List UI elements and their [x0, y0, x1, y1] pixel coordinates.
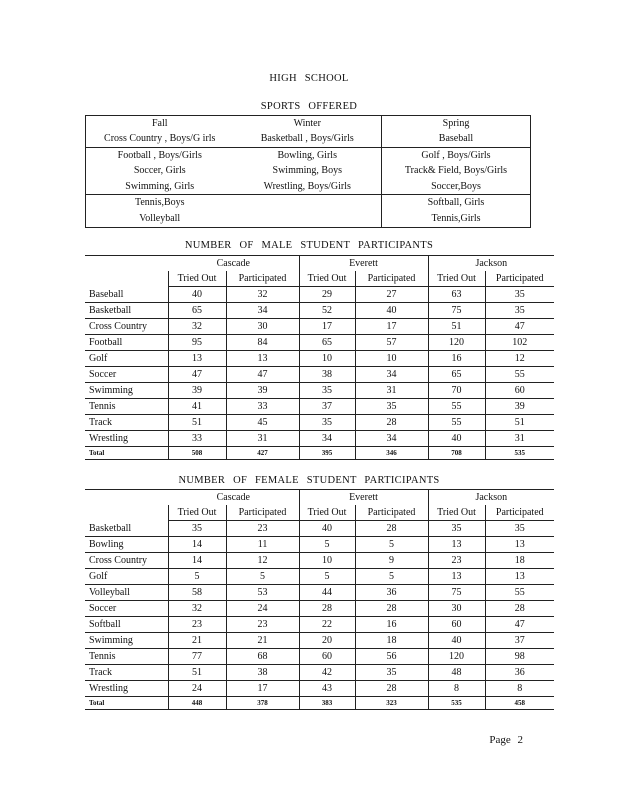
count-cell: 13	[485, 569, 554, 585]
school-header-jackson: Jackson	[428, 490, 554, 506]
count-cell: 13	[226, 351, 299, 367]
count-cell: 12	[226, 553, 299, 569]
sport-name: Cross Country	[85, 319, 168, 335]
sport-name: Cross Country	[85, 553, 168, 569]
count-cell: 17	[299, 319, 355, 335]
table-row	[85, 351, 554, 367]
female-table-title: NUMBER OF FEMALE STUDENT PARTICIPANTS	[178, 475, 440, 486]
count-cell: 57	[355, 335, 428, 351]
sport-cell: Volleyball	[139, 212, 181, 224]
total-cell: 535	[428, 697, 485, 710]
sport-cell: Softball, Girls	[382, 195, 531, 211]
count-cell: 23	[226, 617, 299, 633]
blank-cell	[85, 490, 168, 506]
tried-out-header: Tried Out	[168, 271, 226, 287]
count-cell: 35	[299, 383, 355, 399]
count-cell: 60	[428, 617, 485, 633]
sport-name: Golf	[85, 351, 168, 367]
count-cell: 18	[355, 633, 428, 649]
count-cell: 5	[226, 569, 299, 585]
count-cell: 16	[428, 351, 485, 367]
count-cell: 120	[428, 335, 485, 351]
sport-name: Tennis	[85, 649, 168, 665]
count-cell: 24	[168, 681, 226, 697]
count-cell: 55	[428, 399, 485, 415]
sport-name: Track	[85, 415, 168, 431]
count-cell: 36	[355, 585, 428, 601]
table-row	[85, 681, 554, 697]
total-cell: 427	[226, 447, 299, 460]
sport-cell: Football , Boys/Girls	[86, 147, 234, 163]
count-cell: 20	[299, 633, 355, 649]
count-cell: 60	[299, 649, 355, 665]
count-cell: 60	[485, 383, 554, 399]
sport-cell: Basketball , Boys/Girls	[260, 133, 354, 144]
total-label: Total	[85, 447, 168, 460]
count-cell: 12	[485, 351, 554, 367]
count-cell: 22	[299, 617, 355, 633]
participated-header: Participated	[485, 505, 554, 521]
table-row	[85, 335, 554, 351]
sport-cell: Baseball	[382, 131, 531, 147]
count-cell: 39	[168, 383, 226, 399]
total-cell: 346	[355, 447, 428, 460]
count-cell: 5	[355, 569, 428, 585]
count-cell: 65	[168, 303, 226, 319]
total-row	[85, 447, 554, 460]
tried-out-header: Tried Out	[428, 505, 485, 521]
sport-cell: Tennis,Girls	[382, 211, 531, 227]
count-cell: 52	[299, 303, 355, 319]
count-cell: 24	[226, 601, 299, 617]
count-cell: 40	[428, 633, 485, 649]
count-cell: 75	[428, 303, 485, 319]
school-header-cascade: Cascade	[216, 258, 250, 269]
sport-cell: Track& Field, Boys/Girls	[382, 163, 531, 179]
count-cell: 13	[485, 537, 554, 553]
table-row	[85, 319, 554, 335]
count-cell: 18	[485, 553, 554, 569]
total-cell: 535	[485, 447, 554, 460]
total-cell: 708	[428, 447, 485, 460]
sport-cell: Wrestling, Boys/Girls	[263, 180, 351, 192]
sport-cell: Soccer,Boys	[382, 179, 531, 195]
count-cell: 38	[299, 367, 355, 383]
count-cell: 37	[299, 399, 355, 415]
sport-cell: Cross Country , Boys/G irls	[104, 133, 216, 144]
sport-name: Volleyball	[85, 585, 168, 601]
tried-out-header: Tried Out	[299, 505, 355, 521]
count-cell: 35	[485, 521, 554, 537]
sport-cell: Swimming, Boys	[272, 165, 342, 177]
table-row	[85, 303, 554, 319]
count-cell: 43	[299, 681, 355, 697]
table-row	[85, 399, 554, 415]
count-cell: 55	[428, 415, 485, 431]
count-cell: 58	[168, 585, 226, 601]
count-cell: 23	[226, 521, 299, 537]
season-header-winter: Winter	[293, 118, 321, 129]
season-header-spring: Spring	[382, 116, 531, 132]
count-cell: 13	[168, 351, 226, 367]
table-row	[85, 569, 554, 585]
count-cell: 35	[355, 399, 428, 415]
total-cell: 448	[168, 697, 226, 710]
total-row	[85, 697, 554, 710]
sport-name: Soccer	[85, 601, 168, 617]
count-cell: 29	[299, 287, 355, 303]
table-row	[85, 649, 554, 665]
count-cell: 23	[428, 553, 485, 569]
blank-cell	[85, 505, 168, 521]
total-cell: 508	[168, 447, 226, 460]
count-cell: 35	[485, 287, 554, 303]
page-number: Page 2	[489, 734, 523, 746]
count-cell: 27	[355, 287, 428, 303]
count-cell: 98	[485, 649, 554, 665]
sport-name: Basketball	[85, 303, 168, 319]
count-cell: 17	[355, 319, 428, 335]
sports-offered-title: SPORTS OFFERED	[260, 101, 358, 112]
count-cell: 28	[355, 415, 428, 431]
blank-cell	[85, 271, 168, 287]
table-row	[85, 601, 554, 617]
count-cell: 30	[428, 601, 485, 617]
sport-cell	[234, 195, 382, 211]
count-cell: 45	[226, 415, 299, 431]
total-cell: 323	[355, 697, 428, 710]
count-cell: 5	[299, 537, 355, 553]
total-cell: 378	[226, 697, 299, 710]
count-cell: 55	[485, 367, 554, 383]
count-cell: 42	[299, 665, 355, 681]
sport-name: Wrestling	[85, 681, 168, 697]
participated-header: Participated	[226, 271, 299, 287]
count-cell: 32	[168, 601, 226, 617]
count-cell: 68	[226, 649, 299, 665]
male-participants-table	[85, 255, 554, 460]
table-row	[85, 383, 554, 399]
sports-offered-table	[85, 115, 531, 228]
table-row	[85, 431, 554, 447]
count-cell: 51	[428, 319, 485, 335]
count-cell: 51	[485, 415, 554, 431]
sport-name: Tennis	[85, 399, 168, 415]
total-cell: 395	[299, 447, 355, 460]
sport-cell	[234, 211, 382, 227]
count-cell: 102	[485, 335, 554, 351]
sport-cell: Tennis,Boys	[86, 195, 234, 211]
season-header-fall: Fall	[151, 118, 168, 129]
count-cell: 55	[485, 585, 554, 601]
sport-name: Softball	[85, 617, 168, 633]
count-cell: 32	[168, 319, 226, 335]
count-cell: 34	[299, 431, 355, 447]
count-cell: 34	[355, 367, 428, 383]
count-cell: 28	[355, 681, 428, 697]
count-cell: 39	[226, 383, 299, 399]
sport-name: Wrestling	[85, 431, 168, 447]
count-cell: 8	[485, 681, 554, 697]
count-cell: 77	[168, 649, 226, 665]
count-cell: 95	[168, 335, 226, 351]
count-cell: 47	[168, 367, 226, 383]
count-cell: 40	[428, 431, 485, 447]
table-row	[85, 521, 554, 537]
count-cell: 35	[299, 415, 355, 431]
tried-out-header: Tried Out	[168, 505, 226, 521]
count-cell: 13	[428, 537, 485, 553]
count-cell: 65	[299, 335, 355, 351]
count-cell: 39	[485, 399, 554, 415]
count-cell: 9	[355, 553, 428, 569]
sport-name: Soccer	[85, 367, 168, 383]
count-cell: 31	[485, 431, 554, 447]
sport-cell: Golf , Boys/Girls	[382, 147, 531, 163]
count-cell: 33	[168, 431, 226, 447]
count-cell: 47	[485, 617, 554, 633]
count-cell: 48	[428, 665, 485, 681]
count-cell: 13	[428, 569, 485, 585]
sport-name: Basketball	[85, 521, 168, 537]
count-cell: 28	[299, 601, 355, 617]
table-row	[85, 553, 554, 569]
count-cell: 33	[226, 399, 299, 415]
count-cell: 28	[355, 601, 428, 617]
count-cell: 38	[226, 665, 299, 681]
count-cell: 11	[226, 537, 299, 553]
count-cell: 14	[168, 537, 226, 553]
sport-name: Swimming	[85, 383, 168, 399]
count-cell: 47	[226, 367, 299, 383]
count-cell: 21	[168, 633, 226, 649]
table-row	[85, 415, 554, 431]
table-row	[85, 537, 554, 553]
female-participants-table	[85, 489, 554, 710]
count-cell: 40	[299, 521, 355, 537]
participated-header: Participated	[485, 271, 554, 287]
count-cell: 35	[485, 303, 554, 319]
count-cell: 16	[355, 617, 428, 633]
count-cell: 51	[168, 665, 226, 681]
school-header-everett: Everett	[299, 256, 428, 272]
count-cell: 10	[355, 351, 428, 367]
count-cell: 5	[168, 569, 226, 585]
total-label: Total	[85, 697, 168, 710]
sport-cell: Swimming, Girls	[125, 180, 195, 192]
count-cell: 40	[355, 303, 428, 319]
table-row	[85, 585, 554, 601]
count-cell: 51	[168, 415, 226, 431]
male-table-title: NUMBER OF MALE STUDENT PARTICIPANTS	[184, 240, 434, 251]
sport-name: Football	[85, 335, 168, 351]
total-cell: 458	[485, 697, 554, 710]
count-cell: 47	[485, 319, 554, 335]
count-cell: 35	[168, 521, 226, 537]
count-cell: 41	[168, 399, 226, 415]
count-cell: 30	[226, 319, 299, 335]
count-cell: 10	[299, 351, 355, 367]
count-cell: 35	[355, 665, 428, 681]
sport-cell: Soccer, Girls	[133, 165, 186, 177]
table-row	[85, 617, 554, 633]
count-cell: 34	[355, 431, 428, 447]
count-cell: 65	[428, 367, 485, 383]
count-cell: 28	[485, 601, 554, 617]
table-row	[85, 367, 554, 383]
count-cell: 14	[168, 553, 226, 569]
tried-out-header: Tried Out	[428, 271, 485, 287]
school-header-cascade: Cascade	[216, 492, 250, 503]
sport-name: Track	[85, 665, 168, 681]
count-cell: 40	[168, 287, 226, 303]
sport-name: Swimming	[85, 633, 168, 649]
participated-header: Participated	[355, 505, 428, 521]
count-cell: 34	[226, 303, 299, 319]
count-cell: 28	[355, 521, 428, 537]
tried-out-header: Tried Out	[299, 271, 355, 287]
sport-name: Baseball	[85, 287, 168, 303]
count-cell: 63	[428, 287, 485, 303]
blank-cell	[85, 256, 168, 272]
count-cell: 35	[428, 521, 485, 537]
count-cell: 17	[226, 681, 299, 697]
count-cell: 37	[485, 633, 554, 649]
count-cell: 10	[299, 553, 355, 569]
count-cell: 75	[428, 585, 485, 601]
total-cell: 383	[299, 697, 355, 710]
table-row	[85, 287, 554, 303]
participated-header: Participated	[355, 271, 428, 287]
table-row	[85, 633, 554, 649]
count-cell: 56	[355, 649, 428, 665]
school-header-everett: Everett	[299, 490, 428, 506]
count-cell: 5	[299, 569, 355, 585]
count-cell: 31	[355, 383, 428, 399]
count-cell: 5	[355, 537, 428, 553]
count-cell: 120	[428, 649, 485, 665]
sport-cell: Bowling, Girls	[234, 147, 382, 163]
sport-name: Bowling	[85, 537, 168, 553]
count-cell: 23	[168, 617, 226, 633]
count-cell: 70	[428, 383, 485, 399]
school-header-jackson: Jackson	[428, 256, 554, 272]
count-cell: 36	[485, 665, 554, 681]
count-cell: 21	[226, 633, 299, 649]
page-title: HIGH SCHOOL	[269, 73, 349, 84]
count-cell: 32	[226, 287, 299, 303]
table-row	[85, 665, 554, 681]
count-cell: 44	[299, 585, 355, 601]
participated-header: Participated	[226, 505, 299, 521]
count-cell: 53	[226, 585, 299, 601]
sport-name: Golf	[85, 569, 168, 585]
count-cell: 84	[226, 335, 299, 351]
count-cell: 8	[428, 681, 485, 697]
count-cell: 31	[226, 431, 299, 447]
